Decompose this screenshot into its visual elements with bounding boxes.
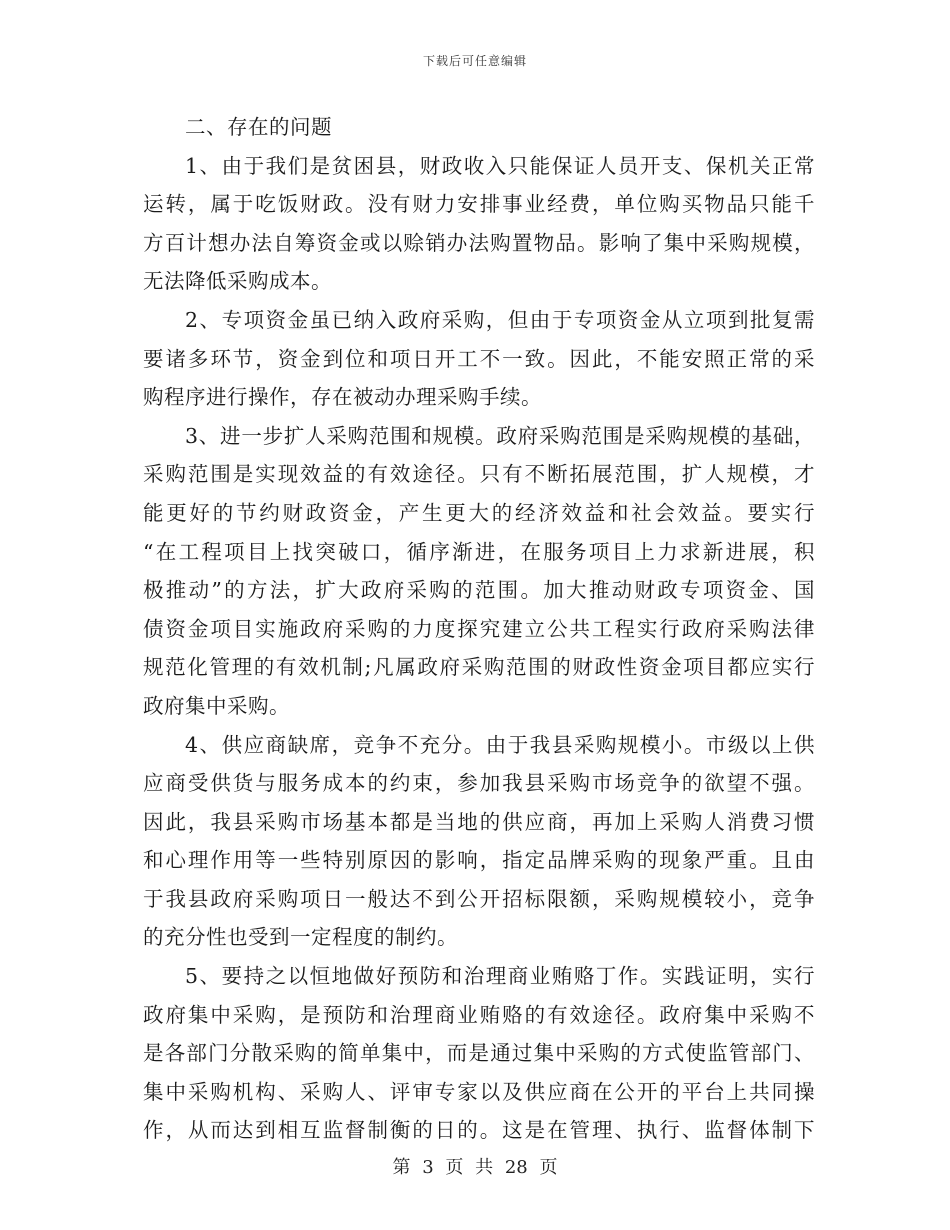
text-line: 采购范围是实现效益的有效途径。只有不断拓展范围，扩人规模，才 <box>143 462 815 487</box>
text-line: 能更好的节约财政资金，产生更大的经济效益和社会效益。要实行 <box>143 500 815 525</box>
text-line: 的充分性也受到一定程度的制约。 <box>143 925 458 950</box>
page-header: 下载后可任意编辑 <box>422 54 527 68</box>
text-line: 4、供应商缺席，竞争不充分。由于我县采购规模小。市级以上供 <box>185 732 815 757</box>
text-line: 二、存在的问题 <box>185 115 332 139</box>
text-line: 要诸多环节，资金到位和项日开工不一致。因此，不能安照正常的采 <box>143 346 815 371</box>
text-line: 债资金项目实施政府采购的力度探究建立公共工程实行政府采购法律 <box>143 616 815 641</box>
text-line: 是各部门分散采购的简单集中，而是通过集中采购的方式使监管部门、 <box>143 1041 815 1066</box>
text-line: 因此，我县采购市场基本都是当地的供应商，再加上采购人消费习惯 <box>143 809 815 834</box>
text-line: 5、要持之以恒地做好预防和治理商业贿赂丁作。实践证明，实行 <box>185 964 815 989</box>
text-line: 政府集中采购，是预防和治理商业贿赂的有效途径。政府集中采购不 <box>143 1002 815 1027</box>
text-line: 于我县政府采购项日一般达不到公开招标限额，采购规模较小，竞争 <box>143 886 815 911</box>
text-line: 和心理作用等一些特别原因的影响，指定品牌采购的现象严重。且由 <box>143 848 815 873</box>
text-line: 1、由于我们是贫困县，财政收入只能保证人员开支、保机关正常 <box>185 153 815 178</box>
text-line: 购程序进行操作，存在被动办理采购手续。 <box>143 385 542 410</box>
text-line: 规范化管理的有效机制;凡属政府采购范围的财政性资金项目都应实行 <box>143 655 815 680</box>
text-line: 运转，属于吃饭财政。没有财力安排事业经费，单位购买物品只能千 <box>143 192 815 217</box>
text-line: 应商受供货与服务成本的约束，参加我县采购市场竞争的欲望不强。 <box>143 771 815 796</box>
text-line: 极推动”的方法，扩大政府采购的范围。加大推动财政专项资金、国 <box>143 578 815 603</box>
text-line: 无法降低采购成本。 <box>143 269 332 294</box>
text-line: 2、专项资金虽已纳入政府采购，但由于专项资金从立项到批复需 <box>185 307 815 332</box>
page-footer: 第 3 页 共 28 页 <box>392 1157 558 1178</box>
text-line: 政府集中采购。 <box>143 693 290 718</box>
text-line: “在工程项目上找突破口，循序渐进，在服务项目上力求新进展，积 <box>143 539 815 564</box>
text-line: 作，从而达到相互监督制衡的日的。这是在管理、执行、监督体制下 <box>143 1118 815 1143</box>
text-line: 方百计想办法自筹资金或以赊销办法购置物品。影响了集中采购规模， <box>143 230 815 255</box>
text-line: 3、进一步扩人采购范围和规模。政府采购范围是采购规模的基础， <box>185 423 815 448</box>
document-body <box>143 108 815 1150</box>
text-line: 集中采购机构、采购人、评审专家以及供应商在公开的平台上共同操 <box>143 1079 815 1104</box>
